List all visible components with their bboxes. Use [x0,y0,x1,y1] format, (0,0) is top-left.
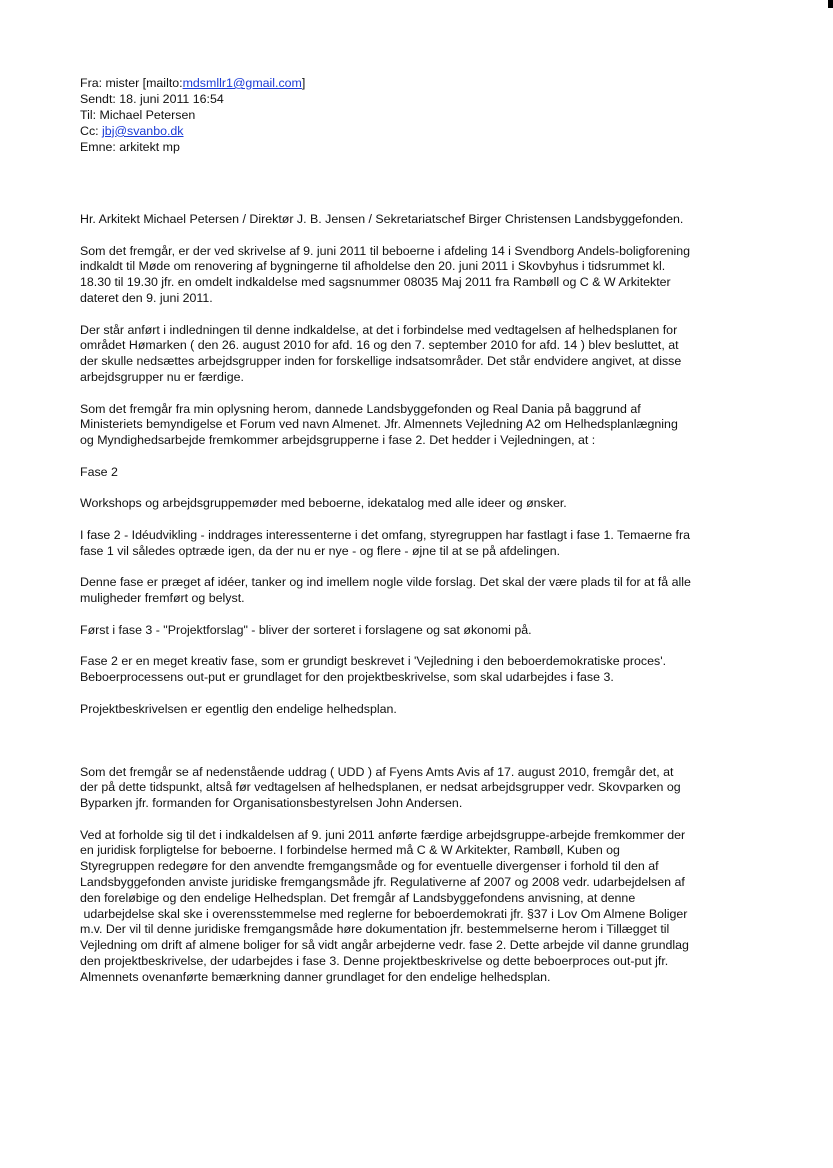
email-header [80,76,305,156]
from-email-link[interactable]: mdsmllr1@gmail.com [182,76,302,90]
to-line [80,108,305,124]
paragraph-3 [80,402,756,449]
salutation: Hr. Arkitekt Michael Petersen / Direktør J. B. Jensen / Sekretariatschef Birger Christensen Landsbyggefonden. [80,212,684,226]
text-line: Byparken jfr. formanden for Organisationsbestyrelsen John Andersen. [80,796,463,811]
text-line: den foreløbige og den endelige Helhedsplan. Det fremgår af Landsbyggefondens anvisning, at denne [80,890,636,905]
from-name: mister [mailto: [105,76,183,90]
paragraph-8 [80,654,756,686]
sent-label: Sendt: [80,91,116,106]
text-line: Fase 2 er en meget kreativ fase, som er grundigt beskrevet i 'Vejledning i den beboerdemokratiske proces'. [80,654,667,669]
paragraph-10 [80,765,756,812]
to-value: Michael Petersen [99,107,196,122]
paragraph-1 [80,244,756,307]
text-line: m.v. Der vil til denne juridiske fremgangsmåde høre dokumentation jfr. bestemmelserne herom i Tillægget til [80,922,670,937]
sent-value: 18. juni 2011 16:54 [119,91,224,106]
text-line: arbejdsgrupper nu er færdige. [80,369,244,384]
to-label: Til: [80,107,97,122]
from-label: Fra: [80,76,103,90]
text-line: Denne fase er præget af idéer, tanker og ind imellem nogle vilde forslag. Det skal der være plads til for at få alle [80,575,691,590]
text-line: Beboerprocessens out-put er grundlaget for den projektbeskrivelse, som skal udarbejdes i fase 3. [80,670,614,685]
paragraph-6 [80,575,756,607]
subject-label: Emne: [80,139,116,154]
paragraph-2 [80,323,756,386]
from-close: ] [301,76,306,90]
letter-body [80,212,756,986]
cc-email-link[interactable]: jbj@svanbo.dk [102,123,184,138]
text-line: der på dette tidspunkt, altså før vedtagelsen af helhedsplanen, er nedsat arbejdsgrupper vedr. Skovparken og [80,780,681,795]
text-line: Som det fremgår, er der ved skrivelse af 9. juni 2011 til beboerne i afdeling 14 i Svendborg Andels-boligforening [80,243,691,258]
from-line [80,76,305,92]
text-line: dateret den 9. juni 2011. [80,290,213,305]
fase-heading: Fase 2 [80,464,118,479]
text-line: Ministeriets bemyndigelse et Forum ved navn Almenet. Jfr. Almennets Vejledning A2 om Helhedsplanlægning [80,417,678,432]
text-line: indkaldt til Møde om renovering af bygningerne til afholdelse den 20. juni 2011 i Skovbyhus i tidsrummet kl. [80,259,666,274]
text-line: udarbejdelse skal ske i overensstemmelse med reglerne for beboerdemokrati jfr. §37 i Lov Om Almene Boliger [80,906,688,921]
text-line: Ved at forholde sig til det i indkaldelsen af 9. juni 2011 anførte færdige arbejdsgruppe-arbejde fremkommer der [80,827,686,842]
text-line: der skulle nedsættes arbejdsgrupper inden for forskellige indsatsområder. Det står endvidere angivet, at disse [80,354,682,369]
subject-value: arkitekt mp [119,139,180,154]
paragraph-5 [80,528,756,560]
text-line: I fase 2 - Idéudvikling - inddrages interessenterne i det omfang, styregruppen har fastlagt i fase 1. Temaerne fra [80,527,691,542]
text-line: Vejledning om drift af almene boliger for så vidt angår arbejderne vedr. fase 2. Dette arbejde vil danne grundlag [80,938,689,953]
text-line: fase 1 vil således optræde igen, da der nu er nye - og flere - øjne til at se på afdelingen. [80,543,561,558]
text-line: Almennets ovenanførte bemærkning danner grundlaget for den endelige helhedsplan. [80,969,551,984]
text-line: muligheder fremført og belyst. [80,591,245,606]
subject-line [80,140,305,156]
text-line: Som det fremgår fra min oplysning herom, dannede Landsbyggefonden og Real Dania på baggrund af [80,401,641,416]
text-line: Der står anført i indledningen til denne indkaldelse, at det i forbindelse med vedtagelsen af helhedsplanen for [80,322,678,337]
cc-label: Cc: [80,123,99,138]
paragraph-11 [80,828,756,986]
text-line: 18.30 til 19.30 jfr. en omdelt indkaldelse med sagsnummer 08035 Maj 2011 fra Rambøll og C & W Arkitekter [80,275,671,290]
paragraph-7: Først i fase 3 - "Projektforslag" - bliver der sorteret i forslagene og sat økonomi på. [80,622,532,637]
sent-line [80,92,305,108]
text-line: Styregruppen redegøre for den anvendte fremgangsmåde og for eventuelle divergenser i forhold til den af [80,859,659,874]
text-line: Som det fremgår se af nedenstående uddrag ( UDD ) af Fyens Amts Avis af 17. august 2010, fremgår det, at [80,764,674,779]
text-line: en juridisk forpligtelse for beboerne. I forbindelse hermed må C & W Arkitekter, Rambøll, Kuben og [80,843,620,858]
text-line: og Myndighedsarbejde fremkommer arbejdsgrupperne i fase 2. Det hedder i Vejledningen, at : [80,433,596,448]
paragraph-4: Workshops og arbejdsgruppemøder med beboerne, idekatalog med alle ideer og ønsker. [80,496,567,511]
text-line: området Hømarken ( den 26. august 2010 for afd. 16 og den 7. september 2010 for afd. 14 ) blev besluttet, at [80,338,679,353]
scan-corner-mark [828,0,833,8]
paragraph-9: Projektbeskrivelsen er egentlig den endelige helhedsplan. [80,701,397,716]
text-line: Landsbyggefonden anviste juridiske fremgangsmåde jfr. Regulativerne af 2007 og 2008 vedr. udarbejdelsen af [80,875,685,890]
text-line: den projektbeskrivelse, der udarbejdes i fase 3. Denne projektbeskrivelse og dette beboerproces out-put jfr. [80,954,669,969]
cc-line [80,124,305,140]
